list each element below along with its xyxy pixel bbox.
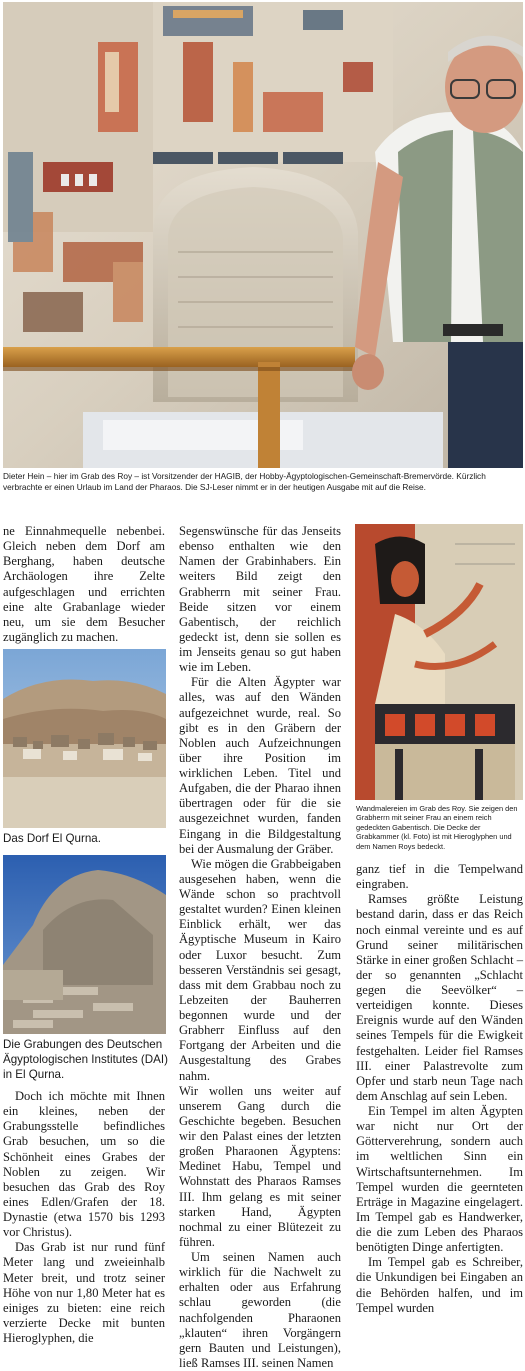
- article-column-3: [356, 862, 523, 1316]
- article-paragraph: Wir wollen uns weiter auf unserem Gang durch die Geschichte begeben. Besuchen wir den Palast eines der letzten großen Pharaonen Ägyptens: Medinet Habu, Tempel und Wohnstatt des Pharaos Ramses III. Ihm gelang es mit seiner starken Hand, Ägypten nochmal zu einer Blütezeit zu führen.: [179, 1083, 341, 1249]
- article-paragraph: Ramses größte Leistung bestand darin, dass er das Reich noch einmal vereinte und es auf Grund seiner militärischen Stärke in einer großen Schlacht – der so genannten „Schlacht gegen die Seevölker“ – verteidigen konnte. Dieses Ereignis wurde auf den Wänden seines Tempels für die Ewigkeit festgehalten. Leider fiel Ramses III. einer Palastrevolte zum Opfer und starb neun Tage nach dem Anschlag auf sein Leben.: [356, 892, 523, 1103]
- article-paragraph: Doch ich möchte mit Ihnen ein kleines, neben der Grabungsstelle befindliches Grab besuchen, um so die Schönheit eines Grabes der Noblen zu zeigen. Wir besuchen das Grab des Roy eines Edlen/Grafen der 18. Dynastie (etwa 1570 bis 1293 vor Christus).: [3, 1089, 165, 1240]
- article-column-1: [3, 524, 165, 645]
- photo-wall-painting-roy: [355, 524, 523, 800]
- article-paragraph: Um seinen Namen auch wirklich für die Nachwelt zu erhalten oder aus Erfahrung schlau geworden (die nachfolgenden Pharaonen „klauten“ ihren Vorgängern gern Bauten und Leistungen), ließ Ramses III. seinen Namen: [179, 1250, 341, 1370]
- article-paragraph: Wie mögen die Grabbeigaben ausgesehen haben, wenn die Wände schon so prachtvoll gestaltet wurden? Einen kleinen Einblick erhält, wer das Ägyptische Museum in Kairo oder Luxor besucht. Zum besseren Verständnis sei gesagt, dass mit dem Grabbau noch zu Lebzeiten der Bauherren begonnen wurde und der Grabherr Einfluss auf den Fortgang der Arbeiten und die Ausgestaltung des Grabes nahm.: [179, 856, 341, 1083]
- article-column-2: [179, 524, 341, 1371]
- article-paragraph: Für die Alten Ägypter war alles, was auf den Wänden aufgezeichnet wurde, real. So gibt es in den Gräbern der Noblen auch Aufzeichnungen über ihre Position im wirklichen Leben. Titel und Aufgaben, die der Pharao ihnen übertragen oder für die sie ausgezeichnet wurden, fanden Eingang in die Bildgestaltung bei der Ausmalung der Gräber.: [179, 675, 341, 856]
- photo-dieter-hein-in-tomb: [3, 2, 523, 468]
- photo-excavation-dai: [3, 855, 166, 1034]
- article-paragraph: Ein Tempel im alten Ägypten war nicht nur Ort der Götterverehrung, sondern auch im weltlichen Sinn ein Wirtschaftsunternehmen. Im Tempel wurden die geernteten Erträge in Magazine eingelagert. Im Tempel gab es Handwerker, die die zum Leben des Pharaos benötigten Dinge anfertigten.: [356, 1104, 523, 1255]
- hero-caption: Dieter Hein – hier im Grab des Roy – ist Vorsitzender der HAGIB, der Hobby-Ägyptologischen-Gemeinschaft-Bremervörde. Kürzlich verbrachte er einen Urlaub im Land der Pharaos. Die SJ-Leser nimmt er in der heutigen Ausgabe mit auf die Reise.: [3, 471, 486, 492]
- excavation-photo-caption: Die Grabungen des Deutschen Ägyptologischen Institutes (DAI) in El Qurna.: [3, 1038, 168, 1081]
- wall-painting-caption: Wandmalereien im Grab des Roy. Sie zeigen den Grabherrn mit seiner Frau an einem reich gedeckten Gabentisch. Die Decke der Grabkammer (kl. Foto) ist mit Hieroglyphen und dem Namen Roys bedeckt.: [356, 804, 518, 851]
- photo-village-el-qurna: [3, 649, 166, 828]
- village-photo-caption: Das Dorf El Qurna.: [3, 832, 101, 845]
- article-column-1-continued: [3, 1089, 165, 1346]
- article-paragraph: Das Grab ist nur rund fünf Meter lang und zweieinhalb Meter breit, und trotz seiner Höhe von nur 1,80 Meter hat es einiges zu bieten: eine reich verzierte Decke mit bunten Hieroglyphen, die: [3, 1240, 165, 1345]
- article-paragraph: ganz tief in die Tempelwand eingraben.: [356, 862, 523, 892]
- article-paragraph: Segenswünsche für das Jenseits ebenso enthalten wie den Namen der Grabinhabers. Ein weiters Bild zeigt den Grabherrn mit seiner Frau. Beide sitzen vor einem Gabentisch, der reichlich gedeckt ist, denn sie sollen es im Jenseits genau so gut haben wie im Leben.: [179, 524, 341, 675]
- article-paragraph: ne Einnahmequelle nebenbei. Gleich neben dem Dorf am Berghang, haben deutsche Archäologen ihre Zelte aufgeschlagen und errichten eine alte Grabanlage wieder neu, um sie dem Besucher zugänglich zu machen.: [3, 524, 165, 644]
- article-paragraph: Im Tempel gab es Schreiber, die Unkundigen bei Eingaben an die Behörden halfen, und im Tempel wurden: [356, 1255, 523, 1315]
